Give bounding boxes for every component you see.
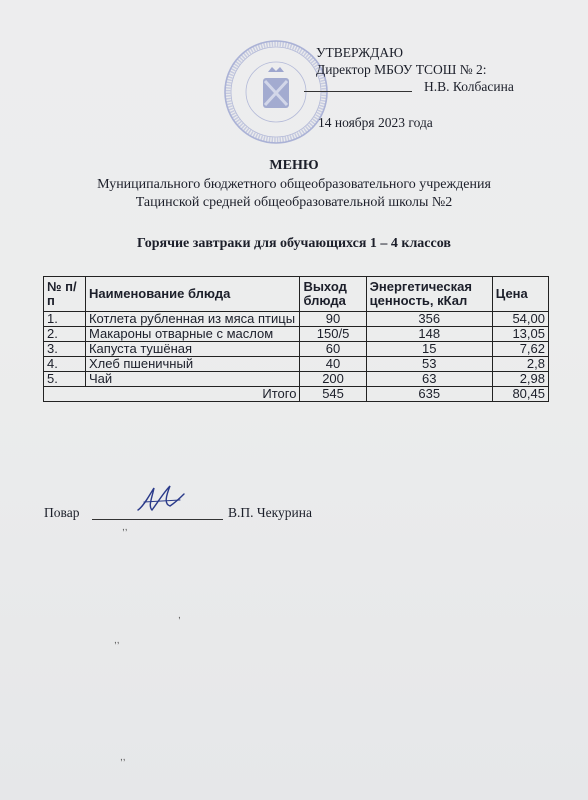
total-portion: 545 [300,387,366,402]
paper-mark: ,, [122,522,128,533]
row-number: 4. [44,357,86,372]
dish-energy: 63 [366,372,492,387]
dish-energy: 53 [366,357,492,372]
school-seal [222,38,330,146]
dish-portion: 150/5 [300,327,366,342]
cook-label: Повар [44,505,80,520]
col-price: Цена [492,277,548,312]
dish-name: Чай [85,372,299,387]
col-number: № п/п [44,277,86,312]
menu-subtitle: Горячие завтраки для обучающихся 1 – 4 классов [137,236,451,251]
total-price: 80,45 [492,387,548,402]
cook-handwritten-signature [130,480,190,522]
row-number: 2. [44,327,86,342]
dish-name: Хлеб пшеничный [85,357,299,372]
dish-portion: 90 [300,312,366,327]
table-row [44,342,549,357]
organization-line-1: Муниципального бюджетного общеобразовательного учреждения [97,177,491,192]
total-energy: 635 [366,387,492,402]
table-row [44,327,549,342]
dish-price: 7,62 [492,342,548,357]
dish-portion: 40 [300,357,366,372]
dish-energy: 148 [366,327,492,342]
col-dish-name: Наименование блюда [85,277,299,312]
dish-name: Макароны отварные с маслом [85,327,299,342]
dish-portion: 60 [300,342,366,357]
row-number: 3. [44,342,86,357]
dish-price: 2,98 [492,372,548,387]
cook-name: В.П. Чекурина [228,505,312,520]
table-row [44,372,549,387]
dish-name: Котлета рубленная из мяса птицы [85,312,299,327]
dish-price: 13,05 [492,327,548,342]
approval-date: 14 ноября 2023 года [318,115,433,130]
dish-energy: 15 [366,342,492,357]
paper-mark: ,, [114,635,120,646]
director-signature-line [304,78,412,92]
table-total-row [44,387,549,402]
col-energy: Энергетическая ценность, кКал [366,277,492,312]
menu-title: МЕНЮ [269,158,319,173]
row-number: 1. [44,312,86,327]
table-row [44,357,549,372]
table-header-row [44,277,549,312]
director-name: Н.В. Колбасина [424,79,514,94]
dish-portion: 200 [300,372,366,387]
paper-mark: , [178,610,181,621]
approval-heading: УТВЕРЖДАЮ [316,45,404,60]
dish-name: Капуста тушёная [85,342,299,357]
menu-table [43,276,549,402]
table-row [44,312,549,327]
dish-price: 54,00 [492,312,548,327]
organization-line-2: Тацинской средней общеобразовательной школы №2 [135,195,453,210]
row-number: 5. [44,372,86,387]
dish-price: 2,8 [492,357,548,372]
paper-mark: ,, [120,752,126,763]
director-title: Директор МБОУ ТСОШ № 2: [316,62,487,77]
total-label: Итого [44,387,300,402]
col-portion: Выход блюда [300,277,366,312]
dish-energy: 356 [366,312,492,327]
